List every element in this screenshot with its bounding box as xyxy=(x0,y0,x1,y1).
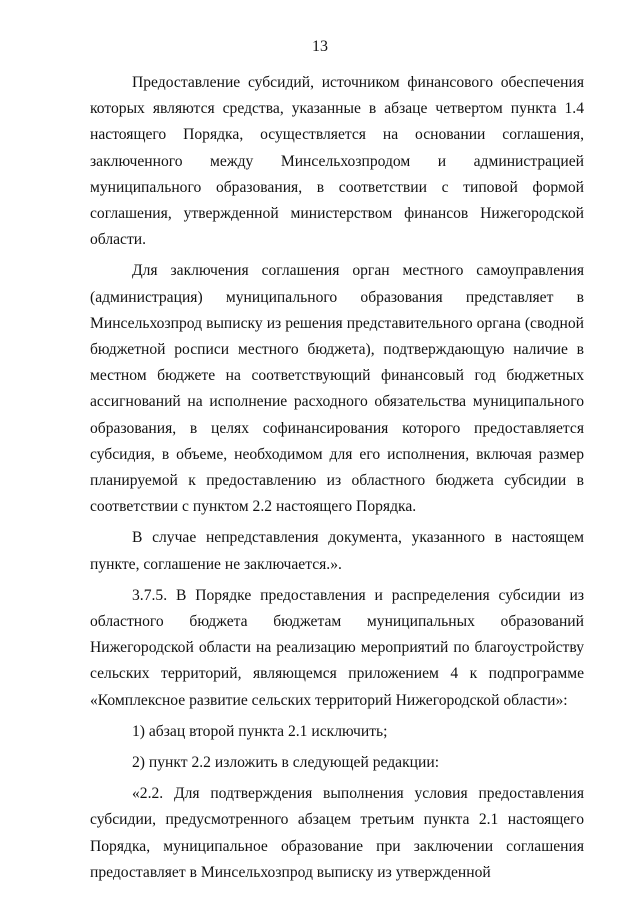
paragraph-non-submission: В случае непредставления документа, указанного в настоящем пункте, соглашение не заключается.». xyxy=(90,529,584,573)
paragraph-agreement-conclusion: Для заключения соглашения орган местного самоуправления (администрация) муниципального образования представляет в Минсельхозпрод выписку из решения представительного органа (сводной бюджетной росписи местного бюджета), подтверждающую наличие в местном бюджете на соответствующий финансовый год бюджетных ассигнований на исполнение расходного обязательства муниципального образования, в целях софинансирования которого предоставляется субсидия, в объеме, необходимом для его исполнения, включая размер планируемой к предоставлению из областного бюджета субсидии в соответствии с пунктом 2.2 настоящего Порядка. xyxy=(90,262,584,516)
paragraph-item-1: 1) абзац второй пункта 2.1 исключить; xyxy=(132,722,388,740)
page-number: 13 xyxy=(312,38,328,55)
paragraph-item-2: 2) пункт 2.2 изложить в следующей редакции: xyxy=(132,754,440,772)
paragraph-clause-3-7-5: 3.7.5. В Порядке предоставления и распределения субсидии из областного бюджета бюджетам муниципальных образований Нижегородской области на реализацию мероприятий по благоустройству сельских территорий, являющемся приложением 4 к подпрограмме «Комплексное развитие сельских территорий Нижегородской области»: xyxy=(90,586,584,709)
paragraph-subsidy-provision: Предоставление субсидий, источником финансового обеспечения которых являются средства, указанные в абзаце четвертом пункта 1.4 настоящего Порядка, осуществляется на основании соглашения, заключенного между Минсельхозпродом и администрацией муниципального образования, в соответствии с типовой формой соглашения, утвержденной министерством финансов Нижегородской области. xyxy=(90,74,584,249)
paragraph-clause-2-2: «2.2. Для подтверждения выполнения условия предоставления субсидии, предусмотренного абзацем третьим пункта 2.1 настоящего Порядка, муниципальное образование при заключении соглашения предоставляет в Минсельхозпрод выписку из утвержденной xyxy=(90,785,584,881)
document-body xyxy=(90,70,584,886)
